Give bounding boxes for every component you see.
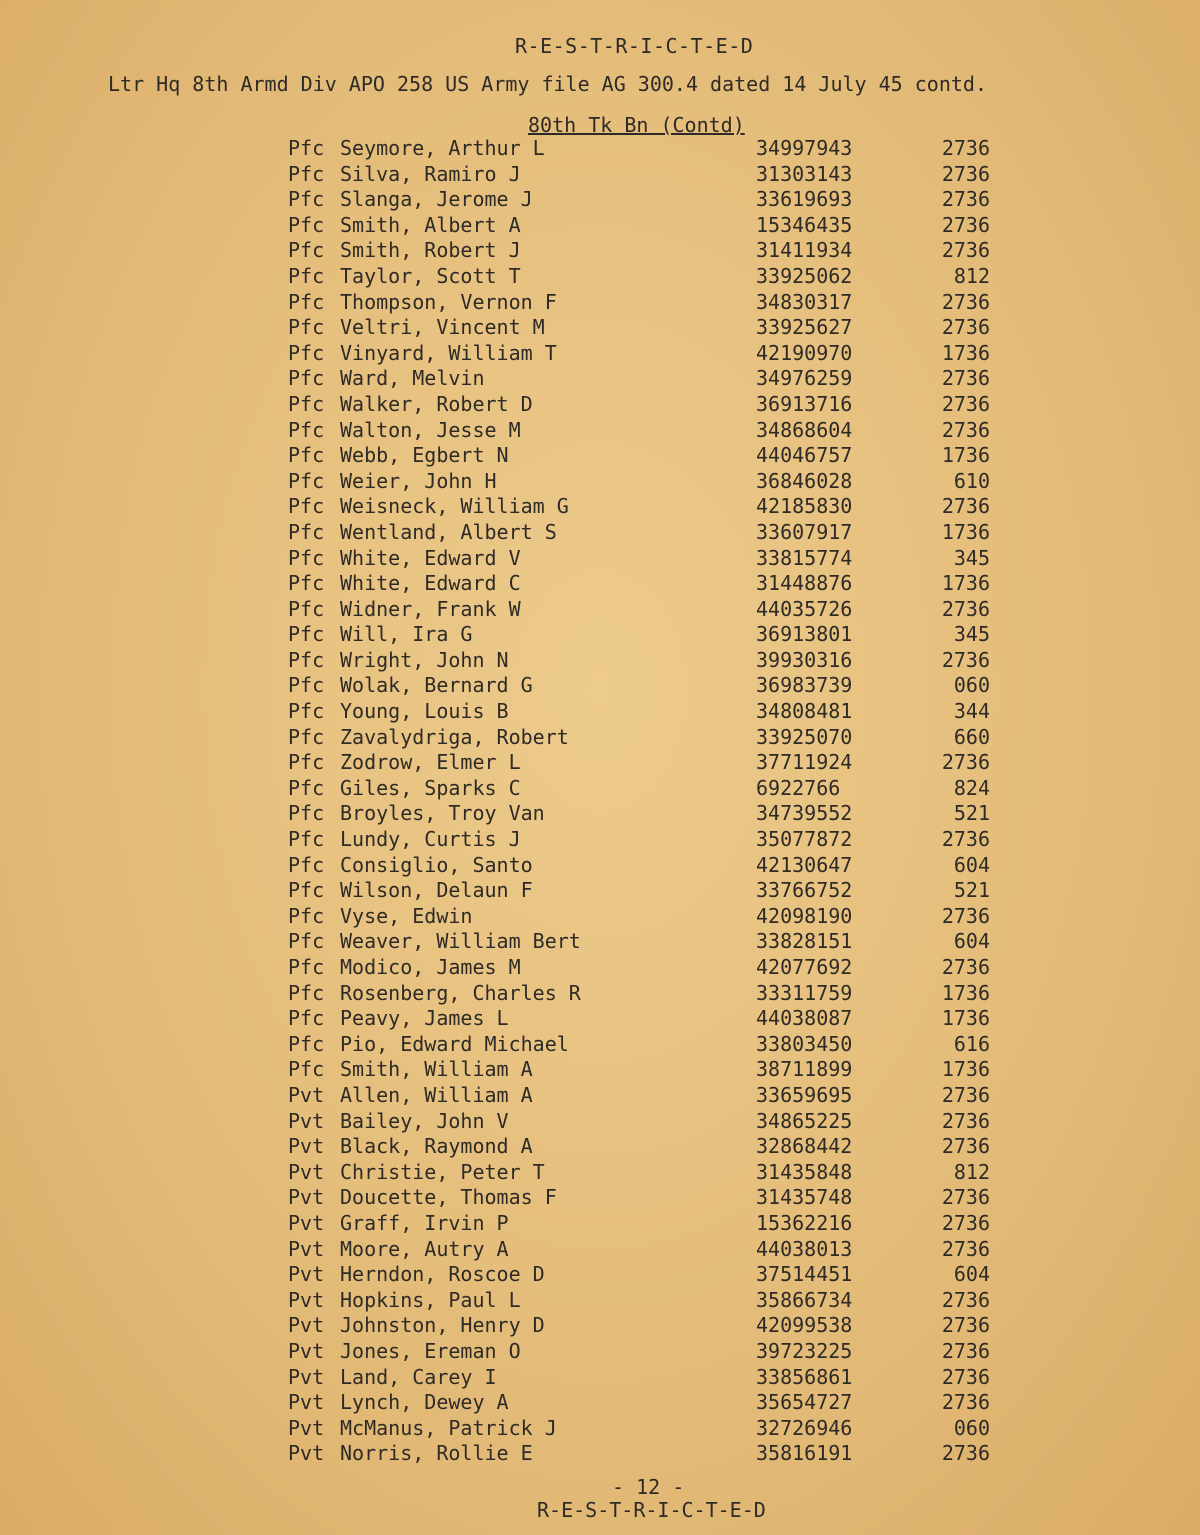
roster-row: [0, 238, 1200, 264]
code-cell: 610: [953, 468, 990, 493]
code-cell: 344: [953, 699, 990, 724]
serial-number-cell: 44038087: [756, 1006, 853, 1031]
rank-cell: Pfc: [288, 571, 325, 596]
name-cell: Weaver, William Bert: [340, 929, 581, 954]
roster-row: [0, 929, 1200, 955]
roster-row: [0, 1288, 1200, 1314]
rank-cell: Pfc: [288, 443, 325, 468]
roster-row: [0, 1083, 1200, 1109]
name-cell: Wentland, Albert S: [340, 519, 557, 544]
roster-row: [0, 801, 1200, 827]
rank-cell: Pvt: [288, 1415, 325, 1440]
roster-row: [0, 341, 1200, 367]
name-cell: Wilson, Delaun F: [340, 878, 533, 903]
roster-row: [0, 1185, 1200, 1211]
serial-number-cell: 38711899: [756, 1057, 853, 1082]
code-cell: 2736: [941, 187, 990, 212]
roster-row: [0, 904, 1200, 930]
code-cell: 521: [953, 801, 990, 826]
serial-number-cell: 34976259: [756, 366, 853, 391]
name-cell: Allen, William A: [340, 1082, 533, 1107]
code-cell: 2736: [941, 1313, 990, 1338]
rank-cell: Pfc: [288, 699, 325, 724]
name-cell: Modico, James M: [340, 955, 521, 979]
roster-row: [0, 673, 1200, 699]
roster-row: [0, 571, 1200, 597]
code-cell: 824: [953, 775, 990, 800]
code-cell: 2736: [941, 1441, 990, 1466]
rank-cell: Pvt: [288, 1159, 325, 1184]
serial-number-cell: 36846028: [756, 468, 853, 493]
serial-number-cell: 32726946: [756, 1415, 853, 1440]
code-cell: 2736: [941, 955, 990, 979]
serial-number-cell: 34997943: [756, 136, 853, 160]
serial-number-cell: 33925627: [756, 315, 853, 340]
serial-number-cell: 35816191: [756, 1441, 853, 1466]
roster-row: [0, 392, 1200, 418]
name-cell: Rosenberg, Charles R: [340, 980, 581, 1005]
code-cell: 345: [953, 622, 990, 647]
roster-row: [0, 981, 1200, 1007]
name-cell: Wright, John N: [340, 647, 509, 672]
serial-number-cell: 33766752: [756, 878, 853, 903]
name-cell: Consiglio, Santo: [340, 852, 533, 877]
footer-classification: R-E-S-T-R-I-C-T-E-D: [537, 1498, 766, 1522]
serial-number-cell: 6922766: [756, 775, 841, 800]
page-number: - 12 -: [612, 1475, 685, 1499]
code-cell: 604: [953, 929, 990, 954]
serial-number-cell: 42185830: [756, 494, 853, 519]
code-cell: 2736: [941, 1236, 990, 1261]
name-cell: Vyse, Edwin: [340, 903, 473, 928]
roster-row: [0, 213, 1200, 239]
section-title: 80th Tk Bn (Contd): [528, 113, 745, 137]
name-cell: Smith, Albert A: [340, 212, 521, 237]
serial-number-cell: 37514451: [756, 1262, 853, 1287]
rank-cell: Pfc: [288, 263, 325, 288]
code-cell: 2736: [941, 391, 990, 416]
name-cell: Lynch, Dewey A: [340, 1390, 509, 1415]
serial-number-cell: 33607917: [756, 519, 853, 544]
roster-row: [0, 648, 1200, 674]
serial-number-cell: 42098190: [756, 903, 853, 928]
name-cell: Veltri, Vincent M: [340, 315, 545, 340]
name-cell: Smith, Robert J: [340, 238, 521, 263]
roster-row: [0, 1339, 1200, 1365]
rank-cell: Pfc: [288, 647, 325, 672]
roster-row: [0, 187, 1200, 213]
roster-row: [0, 315, 1200, 341]
serial-number-cell: 35077872: [756, 827, 853, 852]
code-cell: 1736: [941, 443, 990, 468]
code-cell: 345: [953, 545, 990, 570]
rank-cell: Pfc: [288, 1031, 325, 1056]
name-cell: Moore, Autry A: [340, 1236, 509, 1261]
serial-number-cell: 42099538: [756, 1313, 853, 1338]
code-cell: 2736: [941, 1390, 990, 1415]
name-cell: Walker, Robert D: [340, 391, 533, 416]
roster-row: [0, 878, 1200, 904]
rank-cell: Pfc: [288, 366, 325, 391]
rank-cell: Pfc: [288, 187, 325, 212]
serial-number-cell: 34808481: [756, 699, 853, 724]
rank-cell: Pfc: [288, 750, 325, 775]
code-cell: 2736: [941, 366, 990, 391]
serial-number-cell: 36913801: [756, 622, 853, 647]
roster-row: [0, 853, 1200, 879]
rank-cell: Pfc: [288, 161, 325, 186]
rank-cell: Pfc: [288, 238, 325, 263]
code-cell: 1736: [941, 980, 990, 1005]
rank-cell: Pfc: [288, 827, 325, 852]
roster-row: [0, 1160, 1200, 1186]
name-cell: Norris, Rollie E: [340, 1441, 533, 1466]
serial-number-cell: 33828151: [756, 929, 853, 954]
code-cell: 660: [953, 724, 990, 749]
rank-cell: Pfc: [288, 801, 325, 826]
name-cell: Ward, Melvin: [340, 366, 485, 391]
serial-number-cell: 15346435: [756, 212, 853, 237]
rank-cell: Pfc: [288, 468, 325, 493]
rank-cell: Pfc: [288, 980, 325, 1005]
name-cell: Giles, Sparks C: [340, 775, 521, 800]
roster-row: [0, 1109, 1200, 1135]
rank-cell: Pfc: [288, 315, 325, 340]
rank-cell: Pfc: [288, 340, 325, 365]
serial-number-cell: 31435748: [756, 1185, 853, 1210]
rank-cell: Pfc: [288, 903, 325, 928]
rank-cell: Pfc: [288, 494, 325, 519]
serial-number-cell: 33619693: [756, 187, 853, 212]
rank-cell: Pfc: [288, 545, 325, 570]
code-cell: 2736: [941, 1185, 990, 1210]
rank-cell: Pfc: [288, 212, 325, 237]
name-cell: Herndon, Roscoe D: [340, 1262, 545, 1287]
rank-cell: Pvt: [288, 1313, 325, 1338]
rank-cell: Pvt: [288, 1108, 325, 1133]
name-cell: Widner, Frank W: [340, 596, 521, 621]
rank-cell: Pvt: [288, 1364, 325, 1389]
roster-row: [0, 1134, 1200, 1160]
roster-row: [0, 418, 1200, 444]
roster-row: [0, 776, 1200, 802]
serial-number-cell: 31303143: [756, 161, 853, 186]
name-cell: Zavalydriga, Robert: [340, 724, 569, 749]
serial-number-cell: 31448876: [756, 571, 853, 596]
name-cell: Vinyard, William T: [340, 340, 557, 365]
rank-cell: Pfc: [288, 955, 325, 979]
roster-row: [0, 1365, 1200, 1391]
serial-number-cell: 15362216: [756, 1210, 853, 1235]
name-cell: Land, Carey I: [340, 1364, 497, 1389]
roster-row: [0, 1211, 1200, 1237]
code-cell: 1736: [941, 1006, 990, 1031]
serial-number-cell: 33815774: [756, 545, 853, 570]
code-cell: 2736: [941, 827, 990, 852]
code-cell: 2736: [941, 1082, 990, 1107]
header-classification: R-E-S-T-R-I-C-T-E-D: [515, 34, 754, 58]
name-cell: Hopkins, Paul L: [340, 1287, 521, 1312]
roster-row: [0, 290, 1200, 316]
rank-cell: Pvt: [288, 1134, 325, 1159]
code-cell: 2736: [941, 596, 990, 621]
code-cell: 2736: [941, 1364, 990, 1389]
name-cell: Weier, John H: [340, 468, 497, 493]
name-cell: Webb, Egbert N: [340, 443, 509, 468]
code-cell: 2736: [941, 1108, 990, 1133]
serial-number-cell: 31411934: [756, 238, 853, 263]
serial-number-cell: 33925070: [756, 724, 853, 749]
serial-number-cell: 36983739: [756, 673, 853, 698]
roster-row: [0, 725, 1200, 751]
code-cell: 616: [953, 1031, 990, 1056]
name-cell: Wolak, Bernard G: [340, 673, 533, 698]
roster-row: [0, 699, 1200, 725]
roster-row: [0, 955, 1200, 981]
name-cell: Doucette, Thomas F: [340, 1185, 557, 1210]
rank-cell: Pvt: [288, 1390, 325, 1415]
roster-row: [0, 136, 1200, 162]
roster-row: [0, 597, 1200, 623]
name-cell: White, Edward V: [340, 545, 521, 570]
serial-number-cell: 42130647: [756, 852, 853, 877]
roster-row: [0, 1262, 1200, 1288]
name-cell: Smith, William A: [340, 1057, 533, 1082]
name-cell: Peavy, James L: [340, 1006, 509, 1031]
code-cell: 2736: [941, 647, 990, 672]
serial-number-cell: 42077692: [756, 955, 853, 979]
name-cell: Christie, Peter T: [340, 1159, 545, 1184]
rank-cell: Pfc: [288, 417, 325, 442]
serial-number-cell: 31435848: [756, 1159, 853, 1184]
name-cell: Johnston, Henry D: [340, 1313, 545, 1338]
serial-number-cell: 44035726: [756, 596, 853, 621]
serial-number-cell: 34830317: [756, 289, 853, 314]
rank-cell: Pfc: [288, 929, 325, 954]
code-cell: 2736: [941, 1287, 990, 1312]
code-cell: 1736: [941, 1057, 990, 1082]
code-cell: 604: [953, 1262, 990, 1287]
rank-cell: Pfc: [288, 775, 325, 800]
serial-number-cell: 42190970: [756, 340, 853, 365]
code-cell: 060: [953, 673, 990, 698]
code-cell: 812: [953, 263, 990, 288]
roster-row: [0, 494, 1200, 520]
code-cell: 2736: [941, 1210, 990, 1235]
rank-cell: Pfc: [288, 852, 325, 877]
serial-number-cell: 33803450: [756, 1031, 853, 1056]
rank-cell: Pfc: [288, 136, 325, 160]
code-cell: 2736: [941, 1338, 990, 1363]
name-cell: Graff, Irvin P: [340, 1210, 509, 1235]
serial-number-cell: 37711924: [756, 750, 853, 775]
rank-cell: Pfc: [288, 673, 325, 698]
serial-number-cell: 33659695: [756, 1082, 853, 1107]
rank-cell: Pvt: [288, 1210, 325, 1235]
name-cell: Will, Ira G: [340, 622, 473, 647]
roster-row: [0, 443, 1200, 469]
roster-row: [0, 1006, 1200, 1032]
roster-row: [0, 1057, 1200, 1083]
code-cell: 1736: [941, 519, 990, 544]
serial-number-cell: 34739552: [756, 801, 853, 826]
rank-cell: Pfc: [288, 724, 325, 749]
serial-number-cell: 35654727: [756, 1390, 853, 1415]
serial-number-cell: 35866734: [756, 1287, 853, 1312]
roster-row: [0, 1416, 1200, 1442]
name-cell: Taylor, Scott T: [340, 263, 521, 288]
name-cell: McManus, Patrick J: [340, 1415, 557, 1440]
code-cell: 2736: [941, 238, 990, 263]
roster-row: [0, 750, 1200, 776]
serial-number-cell: 44038013: [756, 1236, 853, 1261]
code-cell: 2736: [941, 903, 990, 928]
roster-row: [0, 162, 1200, 188]
rank-cell: Pfc: [288, 1057, 325, 1082]
roster-row: [0, 1237, 1200, 1263]
roster-row: [0, 366, 1200, 392]
code-cell: 2736: [941, 417, 990, 442]
roster-row: [0, 1313, 1200, 1339]
rank-cell: Pfc: [288, 289, 325, 314]
code-cell: 2736: [941, 161, 990, 186]
serial-number-cell: 34865225: [756, 1108, 853, 1133]
serial-number-cell: 33311759: [756, 980, 853, 1005]
roster-row: [0, 1390, 1200, 1416]
name-cell: Broyles, Troy Van: [340, 801, 545, 826]
code-cell: 521: [953, 878, 990, 903]
code-cell: 2736: [941, 212, 990, 237]
code-cell: 2736: [941, 750, 990, 775]
rank-cell: Pfc: [288, 519, 325, 544]
roster-list: [0, 136, 1200, 1467]
name-cell: White, Edward C: [340, 571, 521, 596]
rank-cell: Pvt: [288, 1287, 325, 1312]
serial-number-cell: 39723225: [756, 1338, 853, 1363]
rank-cell: Pvt: [288, 1262, 325, 1287]
code-cell: 2736: [941, 494, 990, 519]
name-cell: Seymore, Arthur L: [340, 136, 545, 160]
code-cell: 2736: [941, 289, 990, 314]
roster-row: [0, 1032, 1200, 1058]
roster-row: [0, 264, 1200, 290]
name-cell: Lundy, Curtis J: [340, 827, 521, 852]
code-cell: 1736: [941, 571, 990, 596]
serial-number-cell: 32868442: [756, 1134, 853, 1159]
serial-number-cell: 44046757: [756, 443, 853, 468]
serial-number-cell: 33856861: [756, 1364, 853, 1389]
rank-cell: Pvt: [288, 1338, 325, 1363]
rank-cell: Pvt: [288, 1082, 325, 1107]
serial-number-cell: 33925062: [756, 263, 853, 288]
roster-row: [0, 827, 1200, 853]
rank-cell: Pvt: [288, 1185, 325, 1210]
roster-row: [0, 520, 1200, 546]
name-cell: Walton, Jesse M: [340, 417, 521, 442]
serial-number-cell: 34868604: [756, 417, 853, 442]
rank-cell: Pfc: [288, 1006, 325, 1031]
roster-row: [0, 546, 1200, 572]
name-cell: Jones, Ereman O: [340, 1338, 521, 1363]
serial-number-cell: 39930316: [756, 647, 853, 672]
code-cell: 2736: [941, 315, 990, 340]
code-cell: 060: [953, 1415, 990, 1440]
code-cell: 2736: [941, 136, 990, 160]
code-cell: 604: [953, 852, 990, 877]
name-cell: Slanga, Jerome J: [340, 187, 533, 212]
roster-row: [0, 622, 1200, 648]
code-cell: 812: [953, 1159, 990, 1184]
name-cell: Bailey, John V: [340, 1108, 509, 1133]
rank-cell: Pvt: [288, 1441, 325, 1466]
letter-reference-line: Ltr Hq 8th Armd Div APO 258 US Army file AG 300.4 dated 14 July 45 contd.: [108, 72, 987, 96]
name-cell: Black, Raymond A: [340, 1134, 533, 1159]
rank-cell: Pfc: [288, 596, 325, 621]
code-cell: 1736: [941, 340, 990, 365]
code-cell: 2736: [941, 1134, 990, 1159]
name-cell: Weisneck, William G: [340, 494, 569, 519]
rank-cell: Pfc: [288, 391, 325, 416]
rank-cell: Pvt: [288, 1236, 325, 1261]
name-cell: Young, Louis B: [340, 699, 509, 724]
roster-row: [0, 469, 1200, 495]
rank-cell: Pfc: [288, 622, 325, 647]
serial-number-cell: 36913716: [756, 391, 853, 416]
roster-row: [0, 1441, 1200, 1467]
name-cell: Zodrow, Elmer L: [340, 750, 521, 775]
name-cell: Thompson, Vernon F: [340, 289, 557, 314]
name-cell: Pio, Edward Michael: [340, 1031, 569, 1056]
name-cell: Silva, Ramiro J: [340, 161, 521, 186]
rank-cell: Pfc: [288, 878, 325, 903]
